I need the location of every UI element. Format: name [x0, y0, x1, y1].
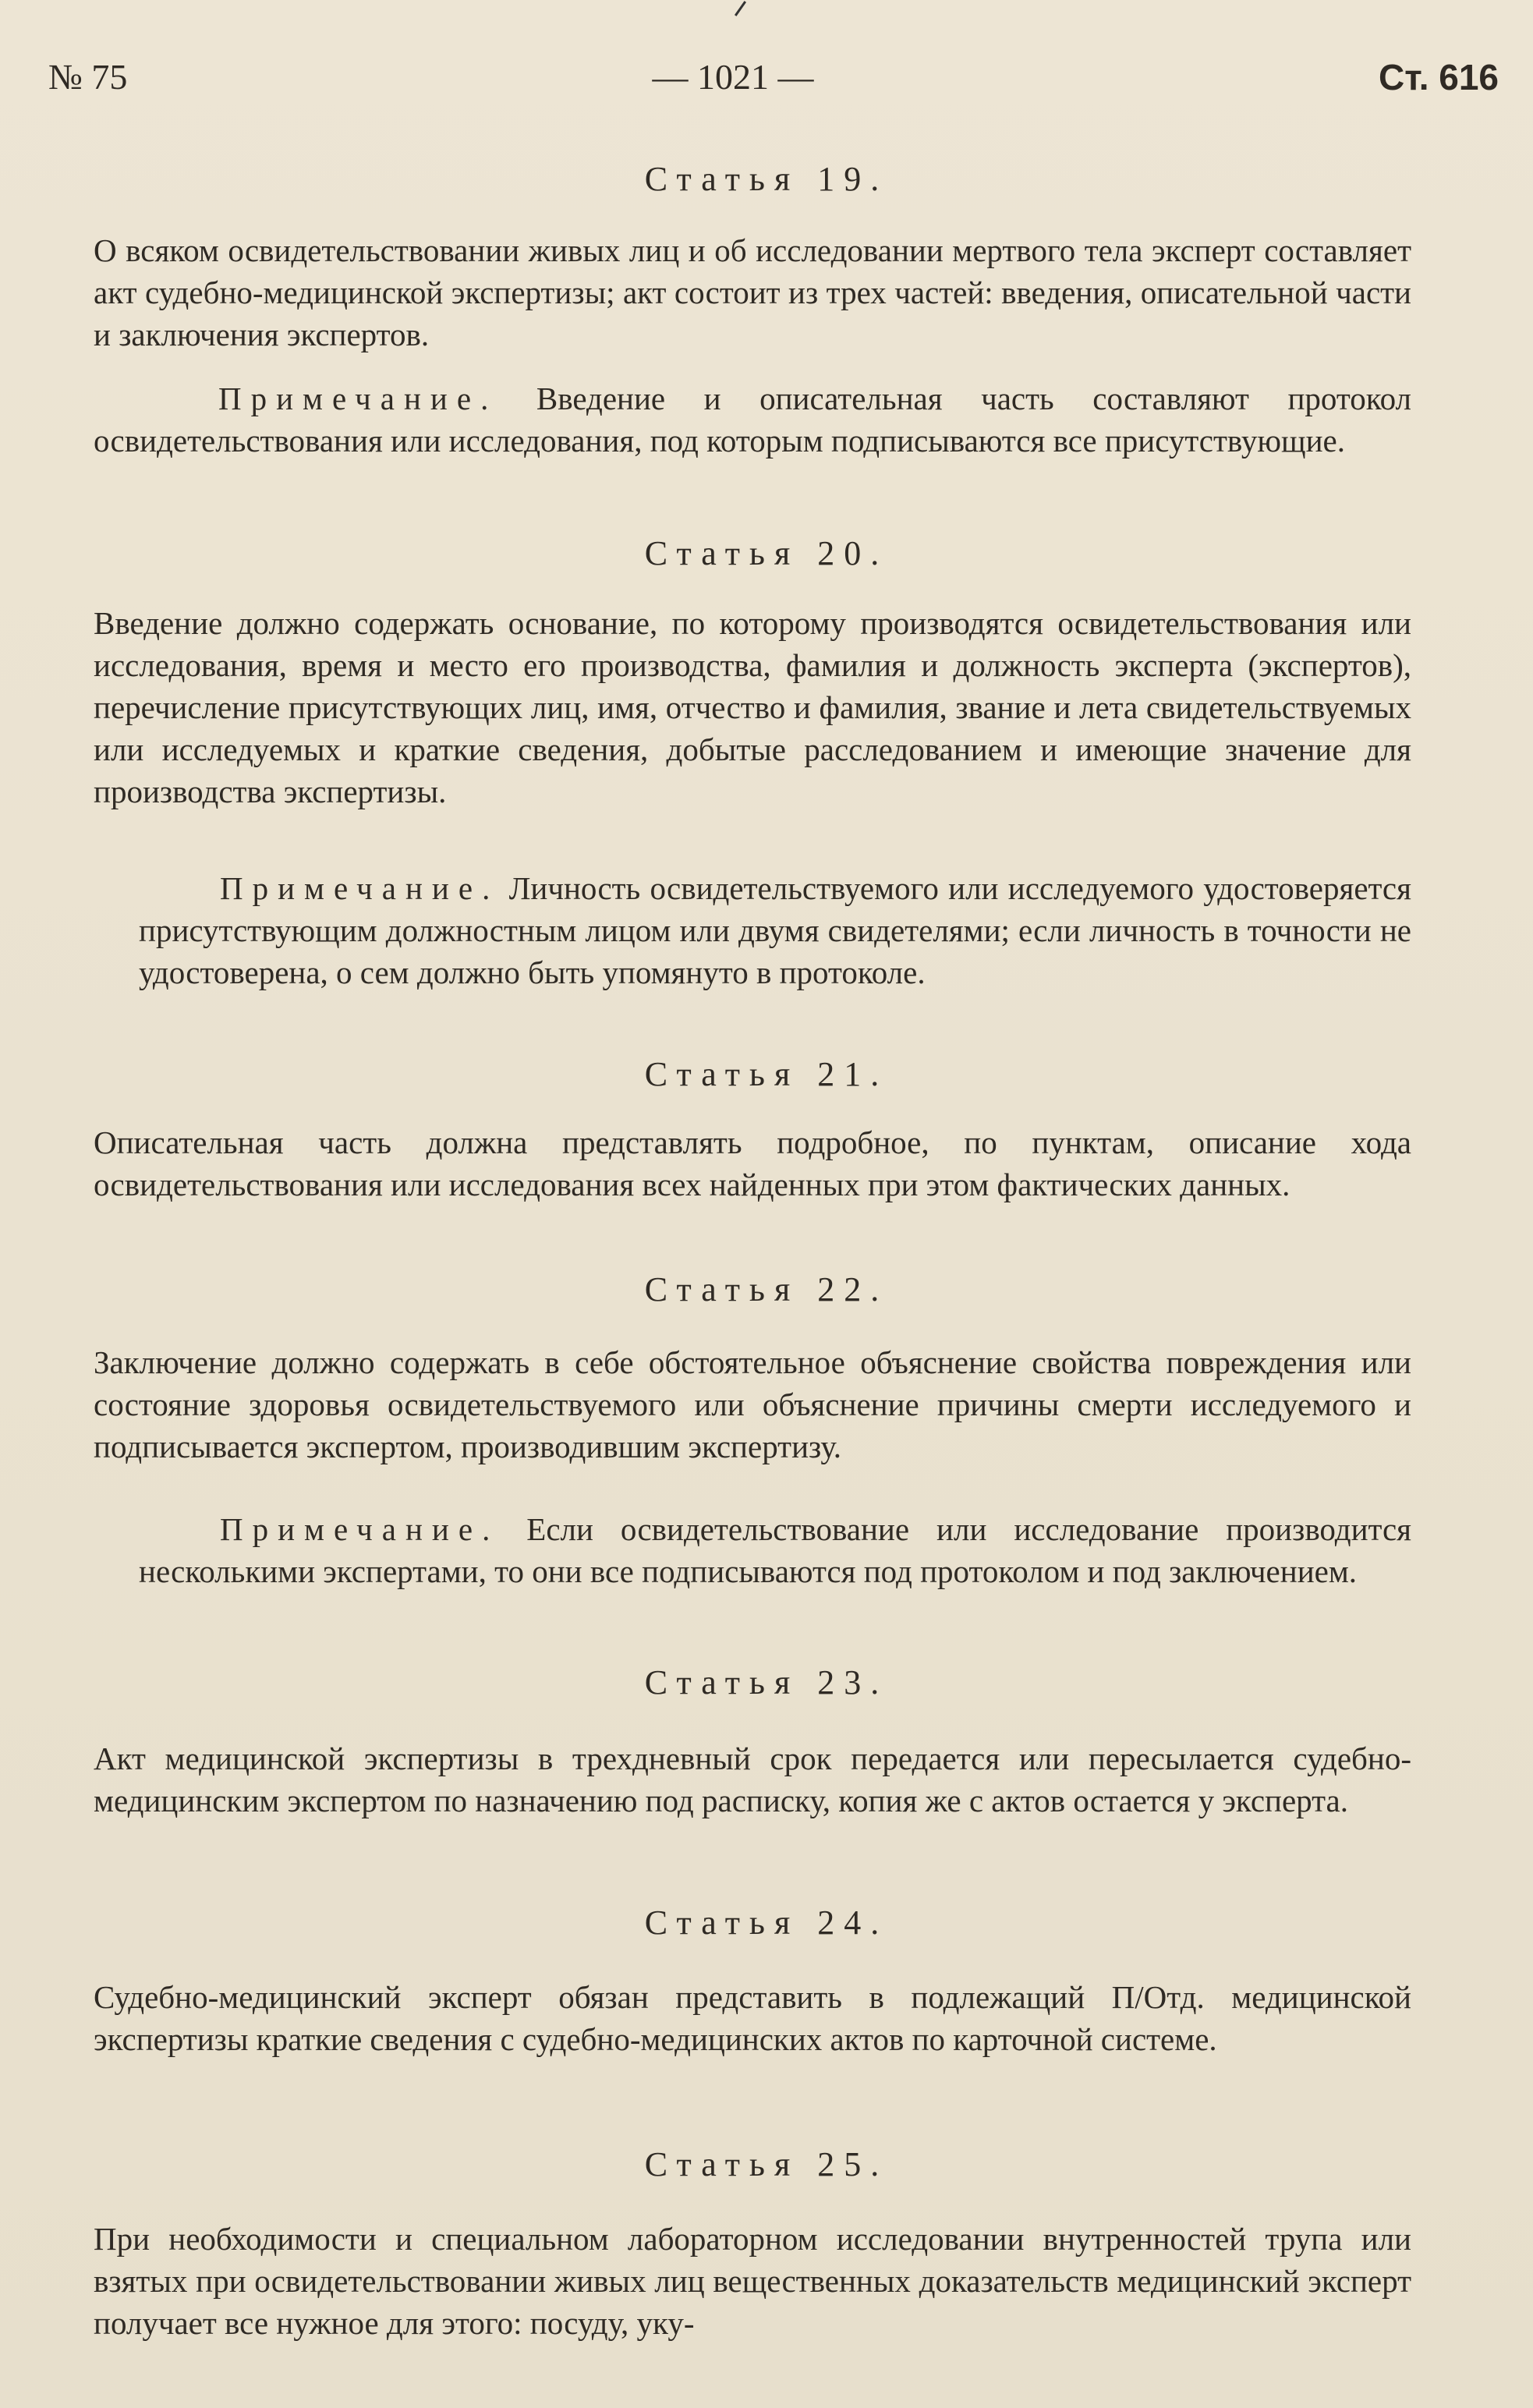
- section-heading: Статья 25.: [644, 2145, 889, 2183]
- section-body: [94, 1341, 1411, 1468]
- section-text: О всяком освидетельствовании живых лиц и об исследовании мертвого тела эксперт составляет акт судебно-медицинской экспертизы; акт состоит из трех частей: введения, описательной части и заключения экспертов.: [94, 232, 1411, 352]
- section-text: При необходимости и специальном лабораторном исследовании внутренностей трупа или взятых при освидетельствовании живых лиц вещественных доказательств медицинский эксперт получает все нужное для этого: посуду, уку-: [94, 2221, 1411, 2341]
- section-text: Акт медицинской экспертизы в трехдневный срок передается или пересылается судебно-медицинским экспертом по назначению под расписку, копия же с актов остается у эксперта.: [94, 1740, 1411, 1818]
- note-text: Введение и описательная часть составляют протокол освидетельствования или исследования, под которым подписываются все присутствующие.: [94, 381, 1411, 459]
- note-text: Личность освидетельствуемого или исследуемого удостоверяется присутствующим должностным лицом или двумя свидетелями; если личность в точности не удостоверена, о сем должно быть упомянуто в протоколе.: [139, 870, 1411, 990]
- page-header: [48, 56, 1499, 103]
- section-body: [94, 602, 1411, 813]
- issue-number: № 75: [48, 57, 128, 97]
- section-note: [94, 377, 1411, 462]
- section-body: [94, 229, 1411, 356]
- pen-mark: [735, 1, 746, 16]
- section-note: [94, 867, 1411, 993]
- section-body: [94, 1737, 1411, 1822]
- section-text: Введение должно содержать основание, по которому производятся освидетельствования или исследования, время и место его производства, фамилия и должность эксперта (экспертов), перечисление присутствующих лиц, имя, отчество и фамилия, звание и лета свидетельствуемых или исследуемых и краткие сведения, добытые расследованием и имеющие значение для производства экспертизы.: [94, 605, 1411, 809]
- section-body: [94, 2218, 1411, 2344]
- section-heading: Статья 22.: [644, 1270, 889, 1308]
- section-heading: Статья 21.: [644, 1055, 889, 1093]
- section-heading: Статья 24.: [644, 1903, 889, 1942]
- note-text: Если освидетельствование или исследование производится несколькими экспертами, то они все подписываются под протоколом и под заключением.: [139, 1511, 1411, 1589]
- section-text: Заключение должно содержать в себе обстоятельное объяснение свойства повреждения или состояние здоровья освидетельствуемого или объяснение причины смерти исследуемого и подписывается экспертом, производившим экспертизу.: [94, 1344, 1411, 1464]
- section-body: [94, 1121, 1411, 1206]
- section-note: [94, 1508, 1411, 1592]
- section-body: [94, 1976, 1411, 2060]
- section-heading: Статья 20.: [644, 534, 889, 572]
- article-number: Ст. 616: [1378, 57, 1499, 97]
- page-number: — 1021 —: [652, 57, 814, 97]
- note-label: Примечание.: [218, 381, 498, 416]
- section-heading: Статья 23.: [644, 1663, 889, 1702]
- section-heading: Статья 19.: [644, 160, 889, 198]
- note-label: Примечание.: [220, 1511, 500, 1547]
- section-text: Описательная часть должна представлять подробное, по пунктам, описание хода освидетельствования или исследования всех найденных при этом фактических данных.: [94, 1124, 1411, 1202]
- section-text: Судебно-медицинский эксперт обязан представить в подлежащий П/Отд. медицинской экспертизы краткие сведения с судебно-медицинских актов по карточной системе.: [94, 1979, 1411, 2057]
- note-label: Примечание.: [220, 870, 500, 906]
